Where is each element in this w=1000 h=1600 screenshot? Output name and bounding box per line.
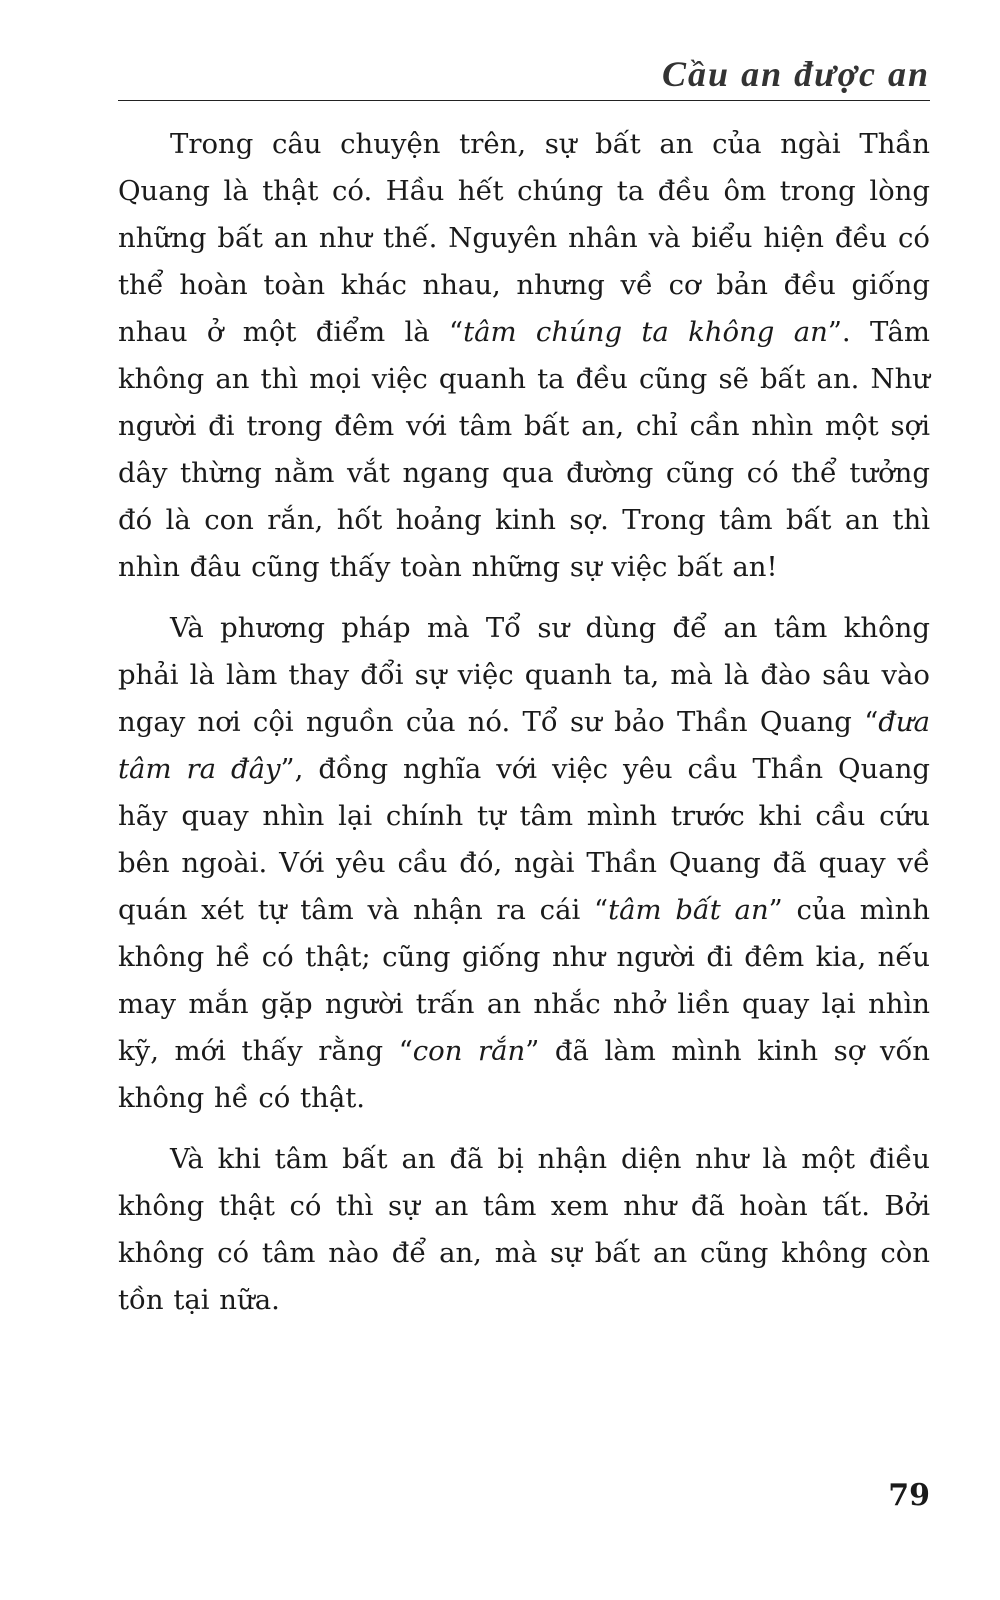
text-run: Và khi tâm bất an đã bị nhận diện như là một điều không thật có thì sự an tâm xem như đã hoàn tất. Bởi không có tâm nào để an, mà sự bất an cũng không còn tồn tại nữa. xyxy=(118,1143,930,1316)
italic-phrase: tâm chúng ta không an xyxy=(463,316,828,348)
italic-phrase: con rắn xyxy=(412,1035,526,1067)
paragraph xyxy=(118,605,930,1122)
body-text xyxy=(118,121,930,1338)
italic-phrase: đưa tâm ra đây xyxy=(118,706,930,785)
running-title: Cầu an được an xyxy=(662,54,930,94)
page-number: 79 xyxy=(888,1478,930,1513)
text-run: ”, đồng nghĩa với việc yêu cầu Thần Quang hãy quay nhìn lại chính tự tâm mình trước khi cầu cứu bên ngoài. Với yêu cầu đó, ngài Thần Quang đã quay về quán xét tự tâm và nhận ra cái “ xyxy=(118,753,931,926)
text-run: Trong câu chuyện trên, sự bất an của ngài Thần Quang là thật có. Hầu hết chúng ta đều ôm trong lòng những bất an như thế. Nguyên nhân và biểu hiện đều có thể hoàn toàn khác nhau, nhưng về cơ bản đều giống nhau ở một điểm là “ xyxy=(118,128,930,348)
paragraph xyxy=(118,1136,930,1324)
text-run: Và phương pháp mà Tổ sư dùng để an tâm không phải là làm thay đổi sự việc quanh ta, mà là đào sâu vào ngay nơi cội nguồn của nó. Tổ sư bảo Thần Quang “ xyxy=(118,612,930,738)
text-run: ” của mình không hề có thật; cũng giống như người đi đêm kia, nếu may mắn gặp người trấn an nhắc nhở liền quay lại nhìn kỹ, mới thấy rằng “ xyxy=(118,894,930,1067)
text-run: ” đã làm mình kinh sợ vốn không hề có thật. xyxy=(118,1035,930,1114)
text-run: ”. Tâm không an thì mọi việc quanh ta đều cũng sẽ bất an. Như người đi trong đêm với tâm bất an, chỉ cần nhìn một sợi dây thừng nằm vắt ngang qua đường cũng có thể tưởng đó là con rắn, hốt hoảng kinh sợ. Trong tâm bất an thì nhìn đâu cũng thấy toàn những sự việc bất an! xyxy=(118,316,930,583)
italic-phrase: tâm bất an xyxy=(608,894,769,926)
running-header xyxy=(118,52,930,101)
paragraph xyxy=(118,121,930,591)
